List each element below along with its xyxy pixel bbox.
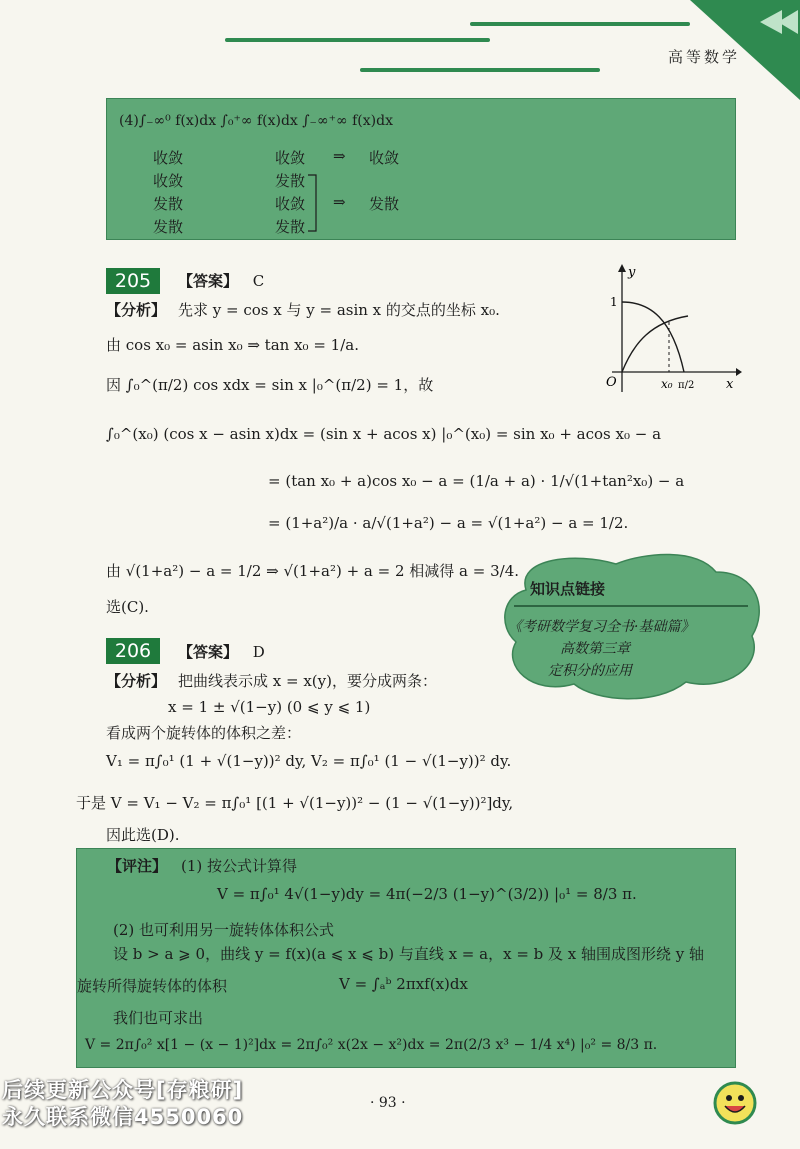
note-line-7: V = 2π∫₀² x[1 − (x − 1)²]dx = 2π∫₀² x(2x − x²)dx = 2π(2/3 x³ − 1/4 x⁴) |₀² = 8/3 π. — [85, 1037, 658, 1053]
integral-head: (4)∫₋∞⁰ f(x)dx ∫₀⁺∞ f(x)dx ∫₋∞⁺∞ f(x)dx — [119, 113, 393, 129]
answer-tag: 【答案】 — [178, 272, 239, 290]
header-rule-1 — [470, 22, 690, 26]
note-tag: 【评注】 — [107, 857, 168, 875]
y-arrow-icon — [618, 264, 626, 272]
watermark-line-1: 后续更新公众号[存粮研] — [2, 1078, 244, 1102]
q205-line-7: 由 √(1+a²) − a = 1/2 ⇒ √(1+a²) + a = 2 相减得 a = 3/4. — [106, 562, 520, 580]
q206-analysis-tag: 【分析】 — [106, 672, 167, 690]
note-line-1: (1) 按公式计算得 — [181, 857, 298, 875]
q206-answer — [178, 641, 265, 662]
q206-line-6: 因此选(D). — [106, 826, 180, 844]
row4-a: 发散 — [153, 218, 184, 236]
q205-line-5: = (tan x₀ + a)cos x₀ − a = (1/a + a) · 1/√(1+tan²x₀) − a — [268, 472, 685, 490]
x0-label: x₀ — [661, 377, 673, 391]
q206-line-2: x = 1 ± √(1−y) (0 ⩽ y ⩽ 1) — [168, 698, 371, 716]
asin-curve — [622, 316, 688, 372]
x-arrow-icon — [736, 368, 742, 376]
bracket-icon — [307, 173, 319, 233]
question-205-number: 205 — [106, 268, 160, 294]
row2-a: 收敛 — [153, 172, 184, 190]
knowledge-title: 知识点链接 — [530, 580, 606, 598]
question-206-number: 206 — [106, 638, 160, 664]
row3-a: 发散 — [153, 195, 184, 213]
q206-line-5: 于是 V = V₁ − V₂ = π∫₀¹ [(1 + √(1−y))² − (1 − √(1−y))²]dy, — [76, 794, 514, 812]
convergence-table-box — [106, 98, 736, 240]
knowledge-book: 《考研数学复习全书·基础篇》 — [508, 619, 695, 635]
q205-line-1: 先求 y = cos x 与 y = asin x 的交点的坐标 x₀. — [178, 301, 500, 319]
answer-value: C — [252, 272, 265, 290]
origin-label: O — [606, 375, 617, 390]
note-line-3: (2) 也可利用另一旋转体体积公式 — [113, 921, 335, 939]
note-line-4: 设 b > a ⩾ 0，曲线 y = f(x)(a ⩽ x ⩽ b) 与直线 x = a，x = b 及 x 轴围成图形绕 y 轴 — [113, 945, 705, 963]
page-number: · 93 · — [370, 1095, 406, 1111]
knowledge-line-3: 定积分的应用 — [548, 663, 632, 679]
q206-line-1: 把曲线表示成 x = x(y)，要分成两条： — [178, 672, 437, 690]
q206-line-4: V₁ = π∫₀¹ (1 + √(1−y))² dy, V₂ = π∫₀¹ (1 − √(1−y))² dy. — [106, 752, 512, 770]
row1-c: 收敛 — [369, 149, 400, 167]
note-box — [76, 848, 736, 1068]
knowledge-line-2: 高数第三章 — [560, 641, 630, 657]
row1-b: 收敛 — [275, 149, 306, 167]
row3-arrow: ⇒ — [333, 193, 346, 211]
note-line-5b: V = ∫ₐᵇ 2πxf(x)dx — [339, 975, 468, 993]
q205-line-4: ∫₀^(x₀) (cos x − asin x)dx = (sin x + acos x) |₀^(x₀) = sin x₀ + acos x₀ − a — [106, 425, 662, 443]
answer-value: D — [252, 643, 265, 661]
smiley-icon — [712, 1080, 758, 1126]
one-label: 1 — [610, 295, 618, 309]
q205-line-2: 由 cos x₀ = asin x₀ ⇒ tan x₀ = 1/a. — [106, 336, 359, 354]
intersection-graph — [592, 258, 742, 398]
q205-line-6: = (1+a²)/a · a/√(1+a²) − a = √(1+a²) − a = 1/2. — [268, 514, 629, 532]
q205-answer — [178, 270, 264, 291]
q205-analysis-tag: 【分析】 — [106, 301, 167, 319]
x-label: x — [726, 377, 734, 392]
q205-line-3: 因 ∫₀^(π/2) cos xdx = sin x |₀^(π/2) = 1，故 — [106, 376, 434, 394]
header-rule-2 — [225, 38, 490, 42]
pi-half-label: π/2 — [678, 380, 695, 391]
q206-line-3: 看成两个旋转体的体积之差： — [106, 724, 302, 742]
row3-c: 发散 — [369, 195, 400, 213]
row1-arrow: ⇒ — [333, 147, 346, 165]
watermark-line-2: 永久联系微信4550060 — [2, 1105, 244, 1129]
y-label: y — [628, 265, 636, 280]
q205-line-8: 选(C). — [106, 598, 149, 616]
header-rule-3 — [360, 68, 600, 72]
row3-b: 收敛 — [275, 195, 306, 213]
row2-b: 发散 — [275, 172, 306, 190]
note-line-5a: 旋转所得旋转体的体积 — [77, 977, 228, 995]
cos-curve — [622, 302, 684, 372]
answer-tag: 【答案】 — [178, 643, 239, 661]
row4-b: 发散 — [275, 218, 306, 236]
row1-a: 收敛 — [153, 149, 184, 167]
note-line-6: 我们也可求出 — [113, 1009, 204, 1027]
header-title: 高等数学 — [668, 48, 741, 66]
note-line-2: V = π∫₀¹ 4√(1−y)dy = 4π(−2/3 (1−y)^(3/2)) |₀¹ = 8/3 π. — [217, 885, 637, 903]
